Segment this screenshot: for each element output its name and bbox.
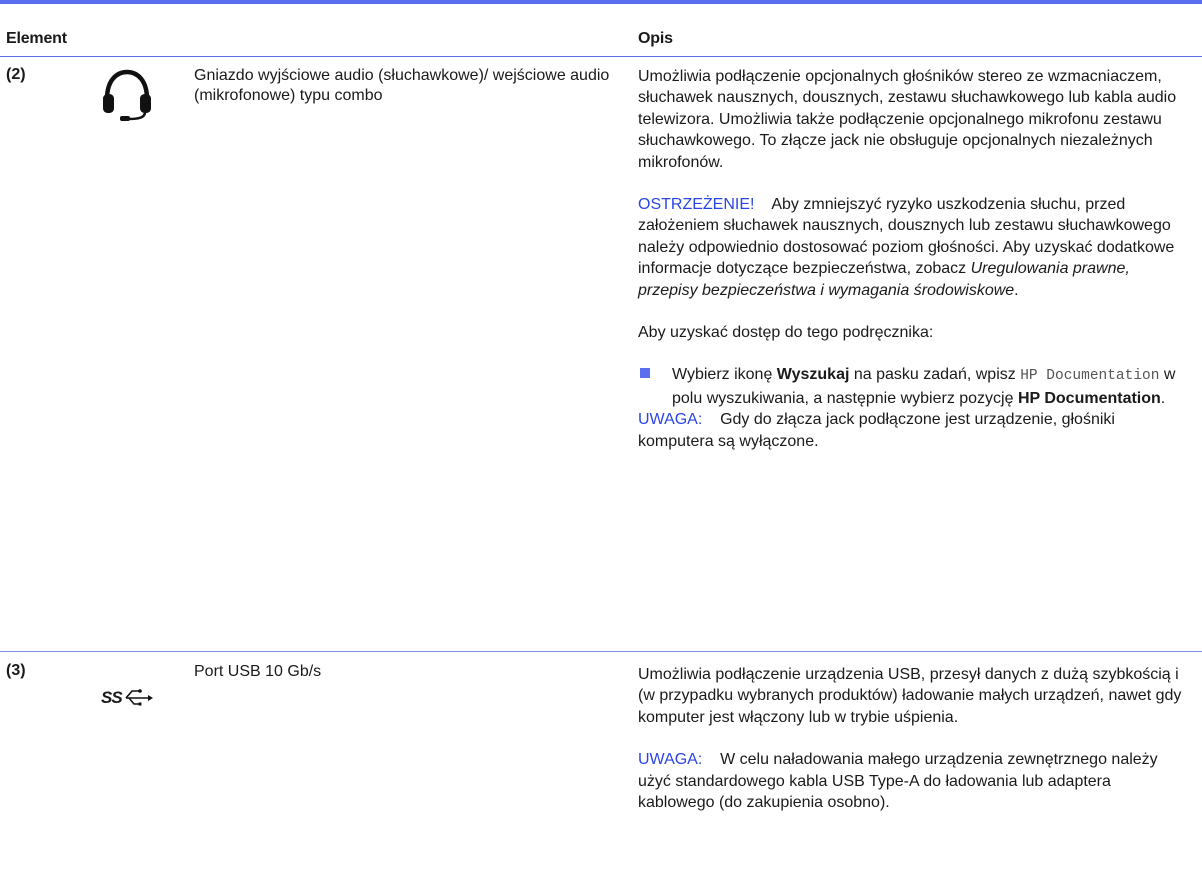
description-cell [638, 66, 1183, 473]
bullet-text-part: na pasku zadań, wpisz [853, 366, 1016, 384]
usb-superspeed-icon [101, 686, 165, 710]
bullet-square-icon [640, 368, 650, 378]
warning-paragraph [638, 194, 1183, 301]
row-divider [0, 651, 1202, 652]
warning-label: OSTRZEŻENIE! [638, 196, 755, 214]
bullet-end: . [1160, 389, 1166, 407]
search-label: Wyszukaj [776, 366, 850, 384]
note-paragraph [638, 749, 1183, 813]
note-label: UWAGA: [638, 751, 703, 769]
table-top-rule [0, 0, 1202, 4]
row-number: (2) [6, 66, 26, 83]
column-header-element: Element [6, 30, 67, 47]
note-paragraph [638, 409, 1183, 452]
bullet-text-part: w polu wyszukiwania, a następnie wybierz pozycję [672, 366, 1176, 407]
warning-end: . [1014, 281, 1019, 299]
description-text: Umożliwia podłączenie opcjonalnych głośników stereo ze wzmacniaczem, słuchawek nausznych, dousznych, zestawu słuchawkowego lub kabla audio telewizora. Umożliwia także podłączenie opcjonalnego mikrofonu zestawu słuchawkowego. To złącze jack nie obsługuje opcjonalnych niezależnych mikrofonów. [638, 68, 1177, 171]
description-text: Umożliwia podłączenie urządzenia USB, przesył danych z dużą szybkością i (w przypadku wybranych produktów) ładowanie małych urządzeń, nawet gdy komputer jest włączony lub w trybie uśpienia. [638, 666, 1182, 726]
list-item [638, 364, 1183, 409]
headset-icon [100, 68, 154, 122]
bullet-text-part: Wybierz ikonę [672, 366, 773, 384]
component-name: Port USB 10 Gb/s [194, 663, 322, 680]
component-name: Gniazdo wyjściowe audio (słuchawkowe)/ wejściowe audio (mikrofonowe) typu combo [194, 67, 610, 104]
regulatory-notice-reference: Uregulowania prawne, przepisy bezpieczeństwa i wymagania środowiskowe [638, 260, 1130, 299]
note-text: W celu naładowania małego urządzenia zewnętrznego należy użyć standardowego kabla USB Type-A do ładowania lub adaptera kablowego (do zakupienia osobno). [638, 751, 1158, 812]
note-text: Gdy do złącza jack podłączone jest urządzenie, głośniki komputera są wyłączone. [638, 411, 1115, 450]
access-text: Aby uzyskać dostęp do tego podręcznika: [638, 324, 934, 342]
bullet-text [672, 364, 1183, 409]
note-label: UWAGA: [638, 411, 703, 429]
usb-ss-text: SS [101, 688, 122, 707]
row-number: (3) [6, 662, 26, 679]
column-header-opis: Opis [638, 30, 673, 47]
warning-text: Aby zmniejszyć ryzyko uszkodzenia słuchu, przed założeniem słuchawek nausznych, dousznych lub zestawu słuchawkowego należy odpowiednio dostosować poziom głośności. Aby uzyskać dodatkowe informacje dotyczące bezpieczeństwa, zobacz [638, 196, 1175, 278]
hp-documentation-label: HP Documentation [1017, 389, 1161, 407]
header-divider [0, 56, 1202, 57]
code-text: HP Documentation [1020, 368, 1160, 385]
description-cell [638, 664, 1183, 834]
